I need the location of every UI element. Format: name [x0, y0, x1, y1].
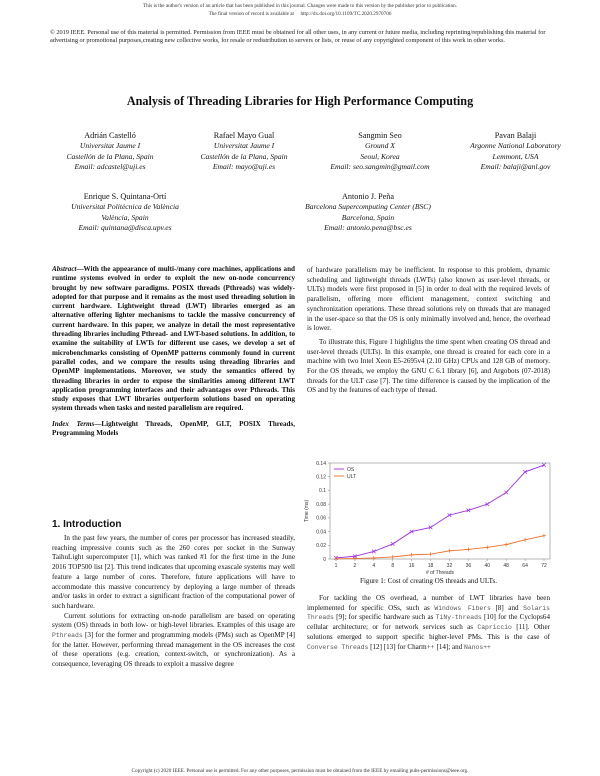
author-location: Lemmont, USA — [492, 151, 539, 161]
author-email[interactable]: Email: mayo@uji.es — [212, 162, 276, 172]
author-affiliation: Universitat Jaume I — [213, 141, 275, 151]
data-point — [429, 552, 433, 556]
author-location: València, Spain — [101, 212, 149, 222]
author-block — [55, 192, 195, 234]
author-block — [283, 192, 453, 234]
data-point — [391, 555, 395, 559]
abstract-body: —With the appearance of multi-/many core machines, applications and runtime systems evolved in order to exploit the new on-node concurrency brought by new software paradigms. POSIX threads (Pthreads) was widely-adopted for that purpose and it remains as the most used threading solution in current hardware. Lightweight thread (LWT) libraries emerged as an alternative offering lighter mechanisms to tackle the massive concurrency of current hardware. In this paper, we analyze in detail the most representative threading libraries including Pthread- and LWT-based solutions. In addition, to examine the suitability of LWTs for different use cases, we develop a set of microbenchmarks consisting of OpenMP patterns commonly found in current parallel codes, and we compare the results using threading libraries and OpenMP implementations. Moreover, we study the semantics offered by threading libraries in order to expose the similarities among different LWT application programming interfaces and their advantages over Pthreads. This study exposes that LWT libraries outperform solutions based on operating system threads when tasks and nested parallelism are required. — [52, 265, 295, 413]
introduction-right-top — [307, 266, 550, 396]
author-affiliation: Ground X — [365, 141, 395, 151]
author-name: Rafael Mayo Gual — [213, 131, 275, 140]
paragraph-text: Current solutions for extracting on-node parallelism are based on operating system (OS) threads in both low- or high-level libraries. Examples of this usage are — [52, 611, 295, 630]
author-block — [306, 131, 454, 173]
paragraph-text: [9]; for specific hardware such as — [333, 613, 436, 622]
x-tick-label: 2 — [353, 563, 357, 569]
author-email[interactable]: Email: balaji@anl.gov — [480, 162, 551, 172]
author-affiliation: Universitat Jaume I — [79, 141, 141, 151]
author-email[interactable]: Email: seo.sangmin@gmail.com — [330, 162, 430, 172]
data-point — [504, 491, 508, 495]
author-name: Antonio J. Peña — [341, 192, 395, 201]
index-terms — [52, 420, 295, 439]
header-final-version: The final version of record is available at — [208, 11, 294, 17]
author-affiliation: Argonne National Laboratory — [470, 141, 561, 151]
author-location: Barcelona, Spain — [341, 212, 395, 222]
introduction-left — [52, 534, 295, 670]
header-line1: This is the author's version of an article that has been published in this journal. Changes were made to this version by the publisher prior to publication. — [142, 3, 458, 9]
figure-1-chart — [300, 455, 556, 575]
code-term: Capriccio — [477, 624, 512, 632]
x-axis-label: # of Threads — [426, 570, 454, 575]
header-doi-link[interactable]: http://dx.doi.org/10.1109/TC.2020.2970706 — [300, 11, 392, 17]
author-name: Adrián Castelló — [84, 131, 136, 140]
x-tick-label: 32 — [446, 563, 453, 569]
series-line-os — [336, 465, 544, 558]
author-email[interactable]: Email: quintana@disca.upv.es — [78, 223, 172, 233]
data-point — [466, 547, 470, 551]
author-name: Enrique S. Quintana-Ortí — [83, 192, 167, 201]
x-tick-label: 64 — [522, 563, 528, 569]
y-axis-label: Time (ms) — [304, 499, 310, 523]
paragraph-text: [11]. Other solutions emerged to support specific higher-level PMs. This is the case of — [307, 623, 550, 641]
y-tick-label: 0.04 — [316, 529, 326, 536]
abstract-text — [52, 265, 295, 414]
x-tick-label: 1 — [334, 563, 338, 569]
y-tick-label: 0.12 — [316, 474, 326, 481]
author-location: Castellón de la Plana, Spain — [66, 151, 154, 161]
author-block — [40, 131, 180, 173]
paragraph — [52, 612, 295, 670]
series-line-ult — [336, 536, 544, 559]
introduction-right-bottom — [307, 594, 550, 652]
data-point — [391, 542, 395, 546]
y-tick-label: 0.06 — [316, 515, 326, 522]
author-affiliation: Barcelona Supercomputing Center (BSC) — [305, 202, 431, 212]
data-point — [542, 534, 546, 538]
x-tick-label: 48 — [503, 563, 509, 569]
author-block — [174, 131, 314, 173]
abstract-label: Abstract — [52, 265, 77, 273]
author-name: Sangmin Seo — [358, 131, 402, 140]
code-term: Pthreads — [52, 632, 83, 640]
x-tick-label: 8 — [391, 563, 395, 569]
data-point — [485, 545, 489, 549]
index-terms-body: —Lightweight Threads, OpenMP, GLT, POSIX Threads, Programming Models — [52, 419, 295, 438]
code-term: Windows Fibers — [434, 604, 491, 612]
data-point — [372, 556, 376, 560]
figure-caption: Figure 1: Cost of creating OS threads and ULTs. — [360, 577, 497, 585]
section-heading: 1. Introduction — [52, 519, 122, 530]
plot-frame — [330, 463, 550, 559]
y-tick-label: 0.1 — [319, 488, 326, 495]
paragraph: of hardware parallelism may be inefficient. In response to this problem, dynamic scheduling and lightweight threads (LWTs) (also known as user-level threads, or ULTs) models were first proposed in [5] in order to deal with the required levels of parallelism, offering more efficient management, context switching and synchronization operations. These thread solutions rely on threads that are managed in the user-space so that the OS is only minimally involved and, hence, the overhead is lower. — [307, 266, 550, 333]
copyright-notice: © 2019 IEEE. Personal use of this material is permitted. Permission from IEEE must be obtained for all other uses, in any current or future media, including reprinting/republishing this material for advertising or promotional purposes,creating new collective works, for resale or redistribution to servers or lists, or reuse of any copyrighted component of this work in other works. — [50, 29, 546, 44]
data-point — [504, 543, 508, 547]
paragraph-text: [10] for the Cyclops64 cellular architecture; or for network services such as — [307, 613, 550, 632]
legend-label: OS — [347, 466, 355, 473]
x-tick-label: 18 — [427, 563, 434, 569]
x-tick-label: 36 — [465, 563, 472, 569]
header-line2 — [0, 11, 600, 17]
paragraph — [307, 594, 550, 652]
y-tick-label: 0.14 — [316, 460, 326, 467]
x-tick-label: 4 — [372, 563, 376, 569]
code-term: Converse Threads — [307, 643, 369, 651]
author-block — [448, 131, 583, 173]
paragraph-text: For tackling the OS overhead, a number of LWT libraries have been implemented for specific OSs, such as — [307, 594, 550, 612]
author-email[interactable]: Email: adcastel@uji.es — [74, 162, 146, 172]
author-email[interactable]: Email: antonio.pena@bsc.es — [324, 223, 412, 233]
code-term: Nanos++ — [464, 643, 491, 651]
legend-label: ULT — [347, 473, 357, 480]
y-tick-label: 0 — [323, 556, 326, 563]
index-terms-label: Index Terms — [52, 419, 95, 428]
author-affiliation: Universitat Politècnica de València — [71, 202, 179, 212]
paragraph: In the past few years, the number of cores per processor has increased steadily, reaching impressive counts such as the 260 cores per socket in the Sunway TaihuLight supercomputer [1], which was ranked #1 for the first time in the June 2016 TOP500 list [2]. This trend indicates that upcoming exascale systems may well feature a large number of cores. Therefore, future applications will have to accommodate this massive concurrency by deploying a large number of threads and/or tasks in order to extract a significant fraction of the computational power of such hardware. — [52, 534, 295, 610]
x-tick-label: 72 — [541, 563, 547, 569]
paragraph-text: [12] [13] for Charm++ [14]; and — [368, 642, 465, 651]
x-tick-label: 40 — [484, 563, 491, 569]
author-name: Pavan Balaji — [494, 131, 537, 140]
paragraph-text: [8] and — [490, 603, 524, 612]
author-location: Castellón de la Plana, Spain — [200, 151, 288, 161]
y-tick-label: 0.08 — [316, 501, 326, 508]
data-point — [447, 549, 451, 553]
author-location: Seoul, Korea — [360, 151, 400, 161]
data-point — [410, 553, 414, 557]
code-term: TiNy-threads — [435, 614, 482, 622]
data-point — [523, 538, 527, 542]
page-footer: Copyright (c) 2020 IEEE. Personal use is permitted. For any other purposes, permission must be obtained from the IEEE by emailing pubs-permissions@ieee.org. — [131, 768, 469, 774]
paragraph-text: [3] for the former and programming models (PMs) such as OpenMP [4] for the latter. However, performing thread management in the OS increases the cost of these operations (e.g. creation, context-switch, or synchronization). As a consequence, leveraging OS threads to exploit a massive degree — [52, 631, 295, 669]
x-tick-label: 16 — [408, 563, 415, 569]
paragraph: To illustrate this, Figure 1 highlights the time spent when creating OS thread and user-level threads (ULTs). In this example, one thread is created for each core in a machine with two Intel Xeon E5-2695v4 (2.10 GHz) CPUs and 128 GB of memory. For the OS threads, we employ the GNU C 6.1 library [6], and Argobots (07-2018) threads for the ULT case [7]. The time difference is caused by the implication of the OS and by the features of each type of thread. — [307, 337, 550, 395]
paper-title: Analysis of Threading Libraries for High Performance Computing — [126, 94, 474, 108]
abstract — [52, 265, 295, 438]
y-tick-label: 0.02 — [316, 543, 326, 550]
code-term: Solaris Threads — [307, 604, 550, 622]
